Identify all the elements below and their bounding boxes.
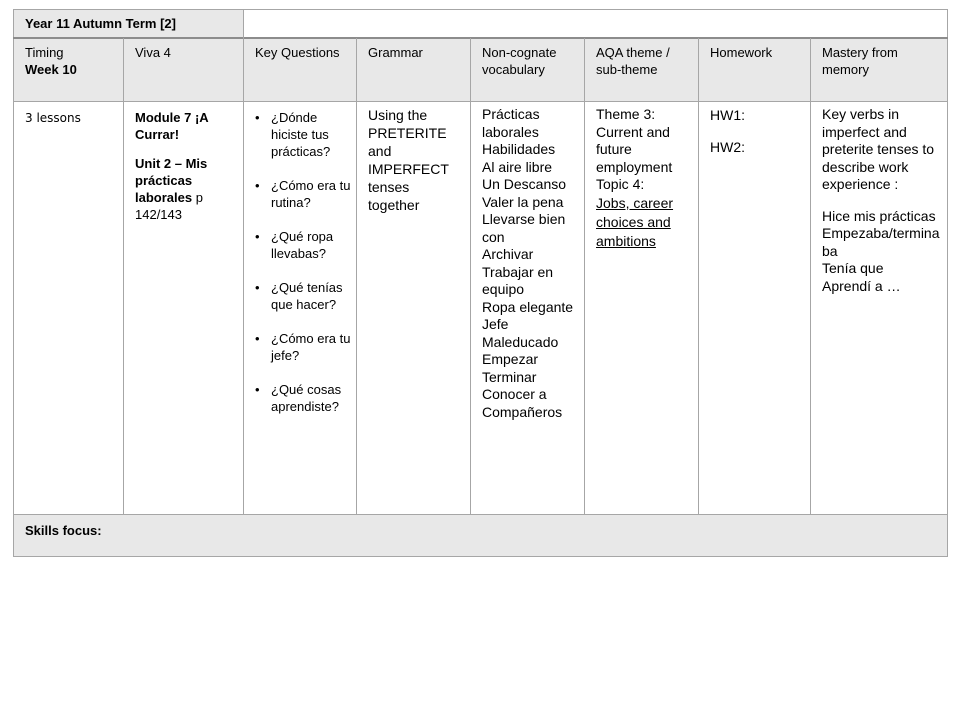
header-vocab-label: Non-cognate vocabulary [482,45,557,77]
vocab-item: Valer la pena [482,193,564,210]
header-aqa [584,38,698,101]
homework-1: HW1: [710,107,745,123]
cell-key-questions [243,101,356,514]
vocab-item: Trabajar en equipo [482,263,554,297]
mastery-intro: Key verbs in imperfect and preterite tenses to describe work experience : [822,106,935,192]
mastery-verb: Empezaba/terminaba [822,225,940,259]
unit-title [135,155,235,223]
header-vocab [470,38,584,101]
key-question: • ¿Qué cosas aprendiste? [255,381,352,415]
mastery-verbs [822,208,942,296]
row-divider [13,37,948,39]
mastery-verb: Tenía que [822,260,884,276]
header-grammar-label: Grammar [368,45,423,60]
header-timing [13,38,123,101]
cell-grammar [356,101,470,514]
vocab-item: Al aire libre [482,158,553,175]
unit-name: Unit 2 – Mis prácticas laborales [135,156,208,205]
key-question: • ¿Cómo era tu jefe? [255,330,352,364]
title-blank-cell [243,9,948,38]
column-divider [470,38,471,514]
table-border-bottom [13,556,948,557]
header-mastery [810,38,948,101]
skills-focus-cell [13,514,948,557]
key-question: • ¿Qué tenías que hacer? [255,279,352,313]
column-divider [810,38,811,514]
table-border-left [13,9,14,557]
header-grammar [356,38,470,101]
module-title: Module 7 ¡A Currar! [135,110,209,142]
header-homework-label: Homework [710,45,773,60]
skills-focus-label: Skills focus: [25,523,102,538]
header-homework [698,38,810,101]
column-divider [584,38,585,514]
vocab-item: Empezar [482,351,539,367]
cell-aqa [584,101,698,514]
cell-homework [698,101,810,514]
term-title: Year 11 Autumn Term [2] [25,16,176,31]
vocab-item: Conocer a [482,386,547,402]
header-viva-label: Viva 4 [135,45,171,60]
vocab-item: Llevarse bien con [482,211,566,245]
column-divider [698,38,699,514]
key-question: • ¿Qué ropa llevabas? [255,228,352,262]
header-week-label: Week 10 [25,62,77,77]
unit-pages: p 142/143 [135,190,203,222]
header-key-questions [243,38,356,101]
header-viva [123,38,243,101]
aqa-subtheme: Jobs, career choices and ambitions [596,194,674,249]
header-key-questions-label: Key Questions [255,45,340,60]
aqa-topic: Topic 4: [596,176,645,192]
header-mastery-label: Mastery from memory [822,45,898,77]
cell-vocab [470,101,584,514]
table-border-top [13,9,948,10]
mastery-verb: Hice mis prácticas [822,207,936,224]
cell-timing [13,101,123,514]
row-divider [13,514,948,515]
column-divider [243,9,244,514]
term-title-cell [13,9,243,38]
vocab-item: Maleducado [482,333,559,350]
vocab-item: Un Descanso [482,176,567,192]
vocab-item: Archivar [482,246,534,262]
cell-mastery [810,101,948,514]
grammar-text: Using the PRETERITE and IMPERFECT tenses together [368,107,449,213]
homework-2: HW2: [710,139,745,155]
vocab-item: Prácticas laborales [482,106,540,140]
column-divider [356,38,357,514]
cell-viva [123,101,243,514]
header-aqa-label: AQA theme / sub-theme [596,45,670,77]
aqa-theme: Theme 3: Current and future employment [596,106,673,175]
vocab-item: Compañeros [482,403,563,420]
vocab-item: Ropa elegante [482,298,574,315]
vocab-item: Jefe [482,316,509,332]
key-questions-list [255,109,352,415]
mastery-verb: Aprendí a … [822,277,901,294]
column-divider [123,38,124,514]
vocab-item: Terminar [482,368,537,385]
key-question: • ¿Cómo era tu rutina? [255,177,352,211]
vocab-item: Habilidades [482,141,556,157]
row-divider [13,101,948,102]
key-question: • ¿Dónde hiciste tus prácticas? [255,109,352,160]
lesson-plan-table [13,9,948,557]
table-border-right [947,9,948,557]
header-timing-label: Timing [25,45,64,60]
timing-value: 3 lessons [25,111,81,125]
